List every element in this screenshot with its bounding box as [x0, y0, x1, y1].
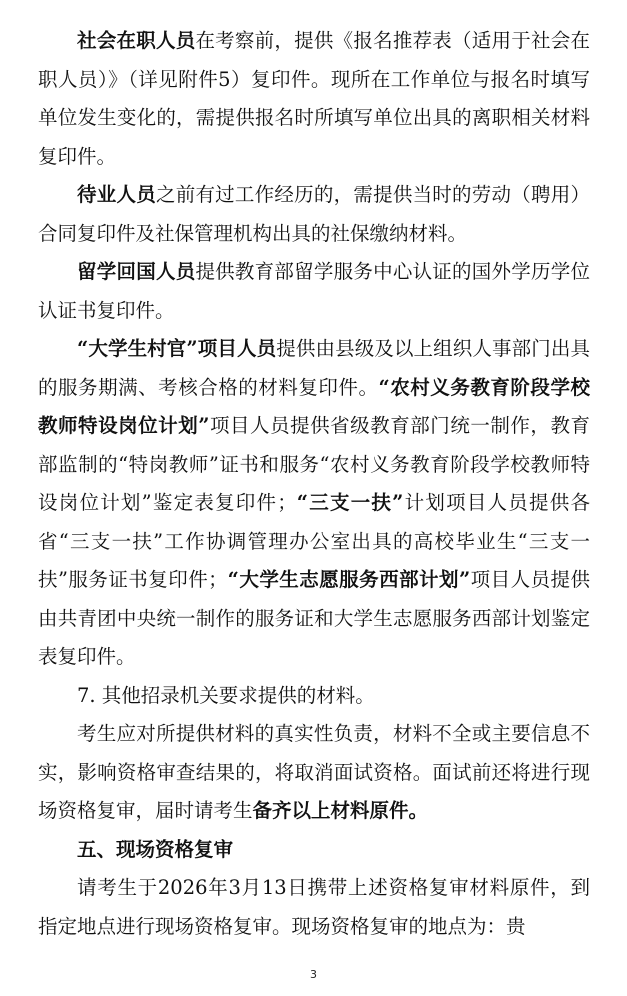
paragraph-text: 计划项目人员提供各省“三支一扶”工作协调管理办公室出具的高校毕业生“三支一扶”服务证书复印件；	[38, 491, 590, 591]
paragraph-in-service-personnel	[38, 22, 590, 176]
document-body	[38, 22, 590, 946]
paragraph-text: 在考察前，提供《报名推荐表（适用于社会在职人员）》（详见附件5）复印件。现所在工作单位与报名时填写单位发生变化的，需提供报名时所填写单位出具的离职相关材料复印件。	[38, 29, 590, 168]
paragraph-unemployed-personnel	[38, 176, 590, 253]
paragraph-onsite-review	[38, 869, 590, 946]
paragraph-returned-overseas	[38, 253, 590, 330]
paragraph-text: 提供由县级及以上组织人事部门出具的服务期满、考核合格的材料复印件。	[38, 337, 590, 399]
paragraph-authenticity-notice	[38, 715, 590, 831]
paragraph-text: 7. 其他招录机关要求提供的材料。	[77, 683, 375, 707]
page-number: 3	[310, 968, 317, 981]
bold-term: “大学生志愿服务西部计划”	[227, 568, 471, 591]
bold-term: 备齐以上材料原件。	[252, 799, 429, 822]
paragraph-text: 提供教育部留学服务中心认证的国外学历学位认证书复印件。	[38, 260, 590, 322]
bold-term: “三支一扶”	[296, 491, 404, 514]
paragraph-text: 考生应对所提供材料的真实性负责，材料不全或主要信息不实，影响资格审查结果的，将取消面试资格。面试前还将进行现场资格复审，届时请考生	[38, 722, 590, 822]
bold-term: “农村义务教育阶段学校教师特设岗位计划”	[38, 375, 590, 437]
paragraph-text: 请考生于2026年3月13日携带上述资格复审材料原件，到指定地点进行现场资格复审。现场资格复审的地点为：贵	[38, 876, 590, 938]
section-heading: 五、现场资格复审	[77, 837, 234, 861]
bold-term: 留学回国人员	[77, 260, 196, 283]
paragraph-text: 之前有过工作经历的，需提供当时的劳动（聘用）合同复印件及社保管理机构出具的社保缴纳材料。	[38, 183, 590, 245]
paragraph-other-materials	[38, 677, 590, 716]
paragraph-text: 项目人员提供由共青团中央统一制作的服务证和大学生志愿服务西部计划鉴定表复印件。	[38, 568, 590, 668]
paragraph-text: 项目人员提供省级教育部门统一制作，教育部监制的“特岗教师”证书和服务“农村义务教育阶段学校教师特设岗位计划”鉴定表复印件；	[38, 414, 590, 514]
bold-term: 社会在职人员	[77, 29, 196, 52]
paragraph-special-programs	[38, 330, 590, 677]
bold-term: “大学生村官”项目人员	[77, 337, 277, 360]
bold-term: 待业人员	[77, 183, 156, 206]
